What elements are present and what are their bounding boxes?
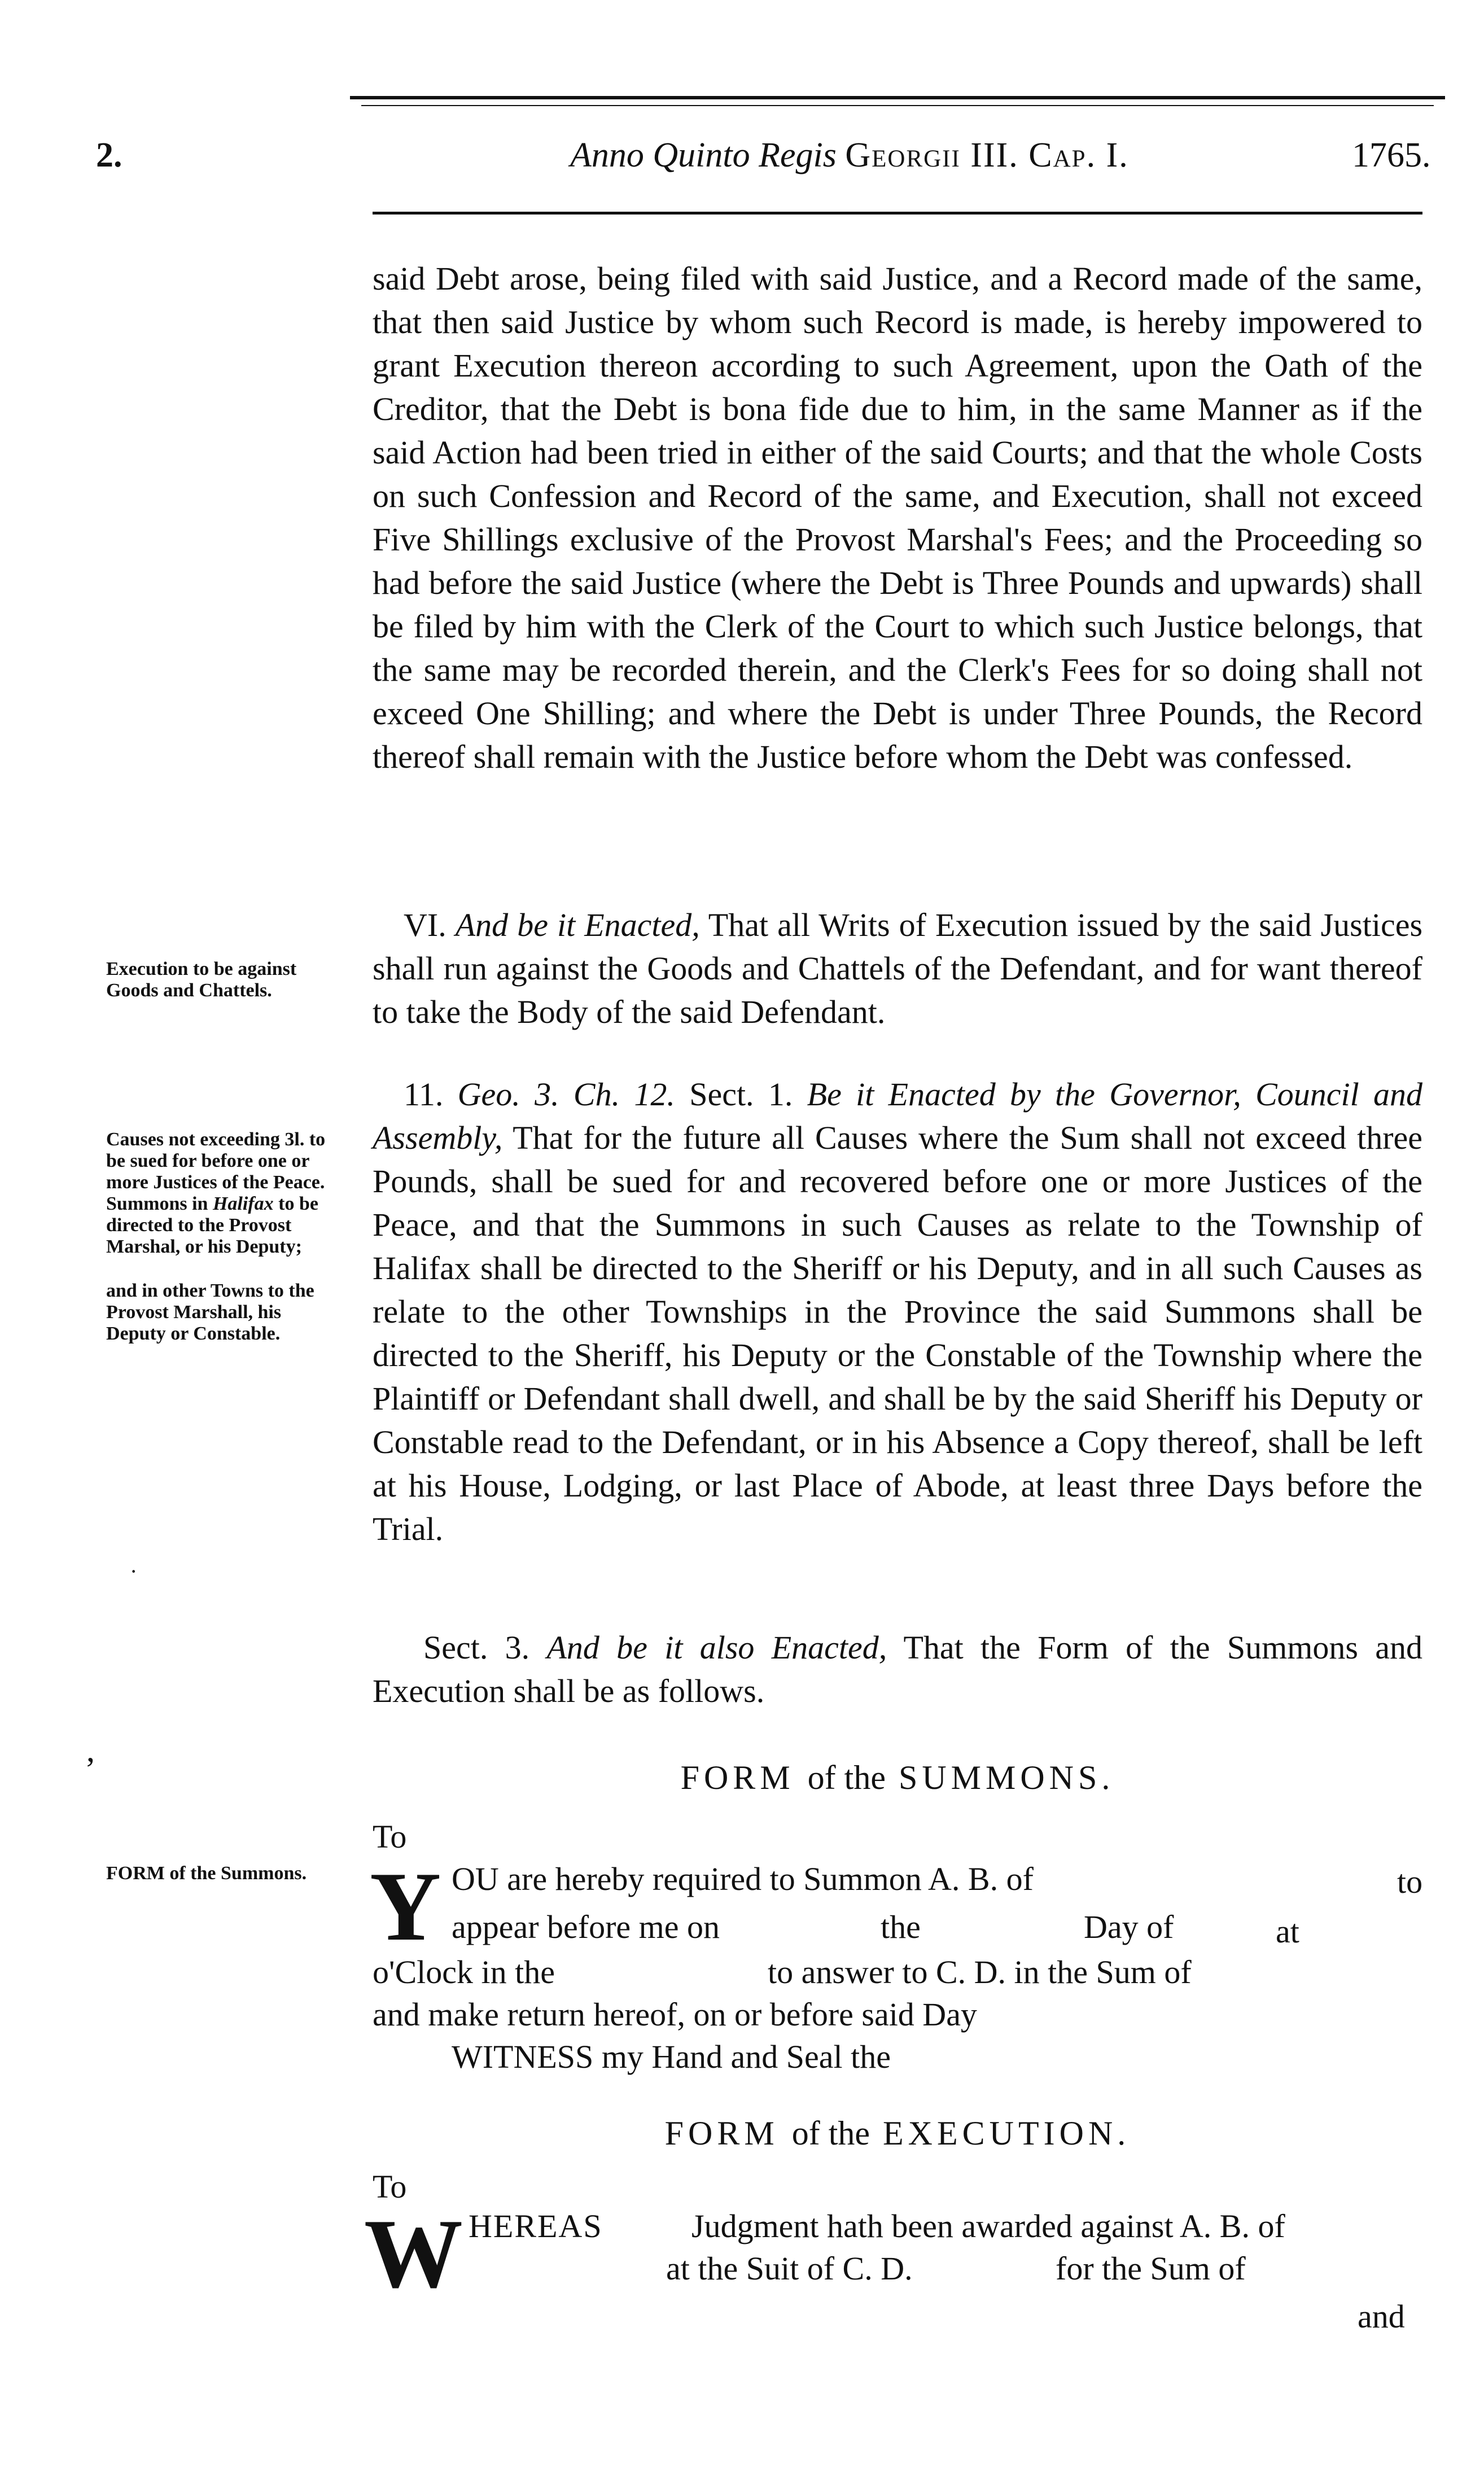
execution-title-of: of the: [791, 2115, 870, 2152]
execution-line-1-caps: HEREAS: [469, 2208, 603, 2244]
summons-title-form: FORM: [680, 1759, 795, 1796]
summons-title: [373, 1758, 1422, 1797]
stray-mark-2: ʼ: [85, 1751, 96, 1788]
summons-line-2d: at: [1276, 1913, 1299, 1950]
summons-line-2a: appear before me on: [452, 1909, 720, 1945]
section-vi: [373, 903, 1422, 1034]
top-rule-thin: [361, 105, 1434, 106]
section-vi-text: [373, 903, 1422, 1034]
stray-mark-1: ·: [130, 1559, 138, 1584]
summons-line-5: WITNESS my Hand and Seal the: [452, 2038, 891, 2075]
statute-number: 11.: [404, 1076, 444, 1113]
paragraph-continuation: [373, 257, 1422, 778]
execution-title: [373, 2114, 1422, 2153]
running-title: [570, 135, 1129, 176]
running-title-italic: Anno Quinto Regis: [570, 136, 837, 174]
margin-note-causes-a: Causes not exceeding 3l. to be sued for before one or more Justices of the Peace.: [106, 1129, 326, 1193]
margin-note-causes-b: [106, 1193, 332, 1258]
summons-title-summons: SUMMONS.: [898, 1759, 1115, 1796]
execution-line-2b: for the Sum of: [1056, 2250, 1246, 2287]
margin-note-form-summons: FORM of the Summons.: [106, 1863, 307, 1884]
section-3-text: [373, 1626, 1422, 1713]
page-number: 2.: [96, 136, 122, 174]
execution-title-execution: EXECUTION.: [883, 2115, 1131, 2152]
page-year: 1765.: [1352, 136, 1431, 174]
summons-line-3b: to answer to C. D. in the Sum of: [768, 1954, 1192, 1990]
section-3-number: Sect. 3.: [423, 1629, 530, 1666]
summons-dropcap: Y: [370, 1852, 441, 1961]
running-title-caps: Georgii III. Cap. I.: [845, 136, 1129, 174]
section-3-body: That the Form of the Summons and Execution shall be as follows.: [373, 1629, 1423, 1709]
statute-text: [373, 1073, 1422, 1551]
margin-note-causes-c: and in other Towns to the Provost Marshall, his Deputy or Constable.: [106, 1280, 314, 1344]
section-vi-body: That all Writs of Execution issued by the said Justices shall run against the Goods and Chattels of the Defendant, and for want thereof to take the Body of the said Defendant.: [373, 907, 1423, 1030]
summons-line-2c: Day of: [1084, 1909, 1174, 1945]
execution-line-1: Judgment hath been awarded against A. B. of: [691, 2208, 1285, 2244]
statute-enacting: Be it Enacted by the Governor, Council and Assembly,: [373, 1076, 1423, 1156]
execution-to: To: [373, 2168, 407, 2205]
margin-note-halifax: Halifax: [212, 1193, 274, 1214]
statute-citation: Geo. 3. Ch. 12.: [457, 1076, 675, 1113]
summons-line-2b: the: [881, 1909, 921, 1945]
section-3: [373, 1626, 1422, 1713]
section-vi-enacting: And be it Enacted,: [455, 907, 700, 943]
header-rule: [373, 212, 1422, 215]
summons-line-4: and make return hereof, on or before said Day: [373, 1996, 977, 2033]
statute-section: Sect. 1.: [689, 1076, 793, 1113]
top-rule-thick: [350, 96, 1445, 99]
summons-line-1-to: to: [1397, 1863, 1423, 1900]
section-vi-number: VI.: [404, 907, 446, 943]
execution-line-3: and: [1358, 2298, 1405, 2335]
margin-note-execution: Execution to be against Goods and Chattels.: [106, 959, 297, 1001]
margin-note-summons-lead: Summons in: [106, 1193, 213, 1214]
margin-note-summons-rest: to be directed to the Provost Marshal, or his Deputy;: [106, 1193, 318, 1257]
execution-line-2a: at the Suit of C. D.: [666, 2250, 913, 2287]
paragraph-1-text: said Debt arose, being filed with said Justice, and a Record made of the same, that then said Justice by whom such Record is made, is hereby impowered to grant Execution thereon according to such Agreement, upon the Oath of the Creditor, that the Debt is bona fide due to him, in the same Manner as if the said Action had been tried in either of the said Courts; and that the whole Costs on such Confession and Record of the same, and Execution, shall not exceed Five Shillings exclusive of the Provost Marshal's Fees; and the Proceeding so had before the said Justice (where the Debt is Three Pounds and upwards) shall be filed by him with the Clerk of the Court to which such Justice belongs, that the same may be recorded therein, and the Clerk's Fees for so doing shall not exceed One Shilling; and where the Debt is under Three Pounds, the Record thereof shall remain with the Justice before whom the Debt was confessed.: [373, 260, 1422, 775]
summons-to: To: [373, 1818, 407, 1855]
summons-title-of: of the: [807, 1759, 886, 1796]
statute-11-geo-3: [373, 1073, 1422, 1551]
summons-line-1: OU are hereby required to Summon A. B. of: [452, 1861, 1034, 1897]
section-3-enacting: And be it also Enacted,: [546, 1629, 887, 1666]
execution-title-form: FORM: [664, 2115, 779, 2152]
margin-note-causes: [106, 1129, 332, 1345]
summons-line-3a: o'Clock in the: [373, 1954, 555, 1990]
execution-dropcap: W: [364, 2199, 463, 2308]
statute-body: That for the future all Causes where the Sum shall not exceed three Pounds, shall be sued for and recovered before one or more Justices of the Peace, and that the Summons in such Causes as relate to the Township of Halifax shall be directed to the Sheriff or his Deputy, and in all such Causes as relate to the other Townships in the Province the said Summons shall be directed to the Sheriff, his Deputy or the Constable of the Township where the Plaintiff or Defendant shall dwell, and shall be by the said Sheriff his Deputy or Constable read to the Defendant, or in his Absence a Copy thereof, shall be left at his House, Lodging, or last Place of Abode, at least three Days before the Trial.: [373, 1119, 1422, 1547]
